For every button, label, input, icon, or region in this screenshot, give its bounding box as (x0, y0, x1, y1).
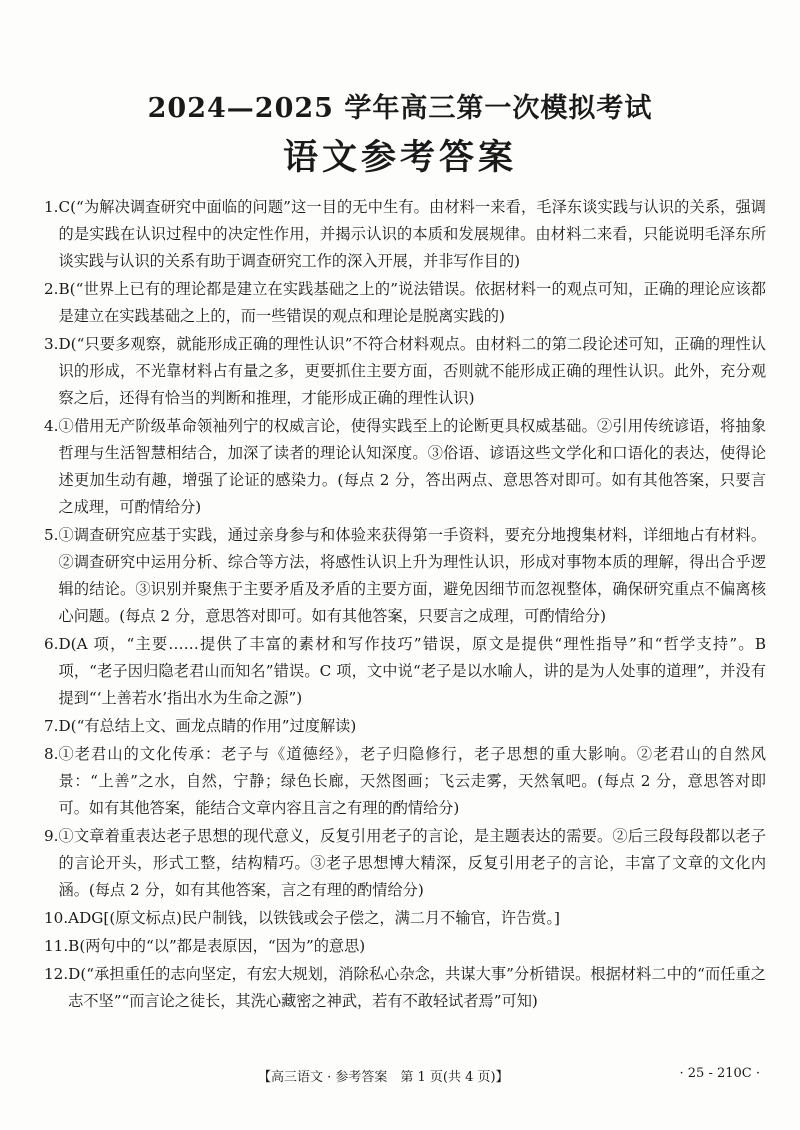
answer-item (44, 522, 766, 630)
answer-item (44, 905, 766, 932)
answer-number: 6. (44, 635, 59, 653)
answer-list (44, 194, 766, 1016)
answer-number: 9. (44, 827, 59, 845)
answer-item (44, 194, 766, 275)
document-subtitle: 语文参考答案 (282, 137, 517, 178)
answer-number: 10. (44, 909, 69, 927)
answer-item (44, 933, 766, 960)
answer-item (44, 741, 766, 822)
footer-code: · 25 - 210C · (679, 1066, 760, 1081)
answer-item (44, 331, 766, 412)
answer-text: ADG[(原文标点)民户制钱，以铁钱或会子偿之，满二月不输官，许告赏。] (68, 909, 560, 927)
answer-text: ①调查研究应基于实践，通过亲身参与和体验来获得第一手资料，要充分地搜集材料，详细地占有材料。②调查研究中运用分析、综合等方法，将感性认识上升为理性认识，形成对事物本质的理解，得出合乎逻辑的结论。③识别并聚焦于主要矛盾及矛盾的主要方面，避免因细节而忽视整体，确保研究重点不偏离核心问题。(每点 2 分，意思答对即可。如有其他答案，只要言之成理，可酌情给分) (58, 526, 766, 625)
answer-number: 5. (44, 526, 59, 544)
exam-title: 2024—2025 学年高三第一次模拟考试 (147, 93, 653, 124)
answer-text: D(“承担重任的志向坚定，有宏大规划，消除私心杂念，共谋大事”分析错误。根据材料二中的“而任重之志不坚”“而言论之徒长，其洗心藏密之神武，若有不敢轻试者焉”可知) (68, 965, 766, 1010)
answer-item (44, 713, 766, 740)
answer-text: ①文章着重表达老子思想的现代意义，反复引用老子的言论，是主题表达的需要。②后三段每段都以老子的言论开头，形式工整，结构精巧。③老子思想博大精深，反复引用老子的言论，丰富了文章的文化内涵。(每点 2 分，如有其他答案，言之有理的酌情给分) (58, 827, 766, 899)
answer-text: C(“为解决调查研究中面临的问题”这一目的无中生有。由材料一来看，毛泽东谈实践与认识的关系，强调的是实践在认识过程中的决定性作用，并揭示认识的本质和发展规律。由材料二来看，只能说明毛泽东所谈实践与认识的关系有助于调查研究工作的深入开展，并非写作目的) (58, 198, 766, 270)
answer-text: B(“世界上已有的理论都是建立在实践基础之上的”说法错误。依据材料一的观点可知，正确的理论应该都是建立在实践基础之上的，而一些错误的观点和理论是脱离实践的) (58, 280, 766, 325)
answer-number: 2. (44, 280, 59, 298)
answer-number: 7. (44, 717, 59, 735)
footer-page-info: 【高三语文 · 参考答案 第 1 页(共 4 页)】 (258, 1070, 509, 1085)
answer-number: 3. (44, 335, 59, 353)
answer-text: ①老君山的文化传承：老子与《道德经》，老子归隐修行，老子思想的重大影响。②老君山的自然风景：“上善”之水，自然，宁静；绿色长廊，天然图画；飞云走雾，天然氧吧。(每点 2 分，意思答对即可。如有其他答案，能结合文章内容且言之有理的酌情给分) (58, 745, 766, 817)
answer-text: B(两句中的“以”都是表原因，“因为”的意思) (68, 937, 366, 955)
answer-text: D(A 项，“主要……提供了丰富的素材和写作技巧”错误，原文是提供“理性指导”和“哲学支持”。B 项，“老子因归隐老君山而知名”错误。C 项，文中说“老子是以水喻人，讲的是为人处事的道理”，并没有提到“‘上善若水’指出水为生命之源”) (58, 635, 766, 707)
answer-item (44, 823, 766, 904)
answer-item (44, 413, 766, 521)
answer-number: 1. (44, 198, 59, 216)
answer-number: 11. (44, 937, 69, 955)
answer-number: 8. (44, 745, 59, 763)
answer-item (44, 631, 766, 712)
answer-text: D(“只要多观察，就能形成正确的理性认识”不符合材料观点。由材料二的第二段论述可知，正确的理性认识的形成，不光靠材料占有量之多，更要抓住主要方面，否则就不能形成正确的理性认识。此外，充分观察之后，还得有恰当的判断和推理，才能形成正确的理性认识) (58, 335, 766, 407)
answer-number: 12. (44, 965, 69, 983)
answer-text: D(“有总结上文、画龙点睛的作用”过度解读) (58, 717, 357, 735)
answer-item (44, 276, 766, 330)
answer-item (44, 961, 766, 1015)
answer-text: ①借用无产阶级革命领袖列宁的权威言论，使得实践至上的论断更具权威基础。②引用传统谚语，将抽象哲理与生活智慧相结合，加深了读者的理论认知深度。③俗语、谚语这些文学化和口语化的表达，使得论述更加生动有趣，增强了论证的感染力。(每点 2 分，答出两点、意思答对即可。如有其他答案，只要言之成理，可酌情给分) (58, 417, 766, 516)
answer-number: 4. (44, 417, 59, 435)
